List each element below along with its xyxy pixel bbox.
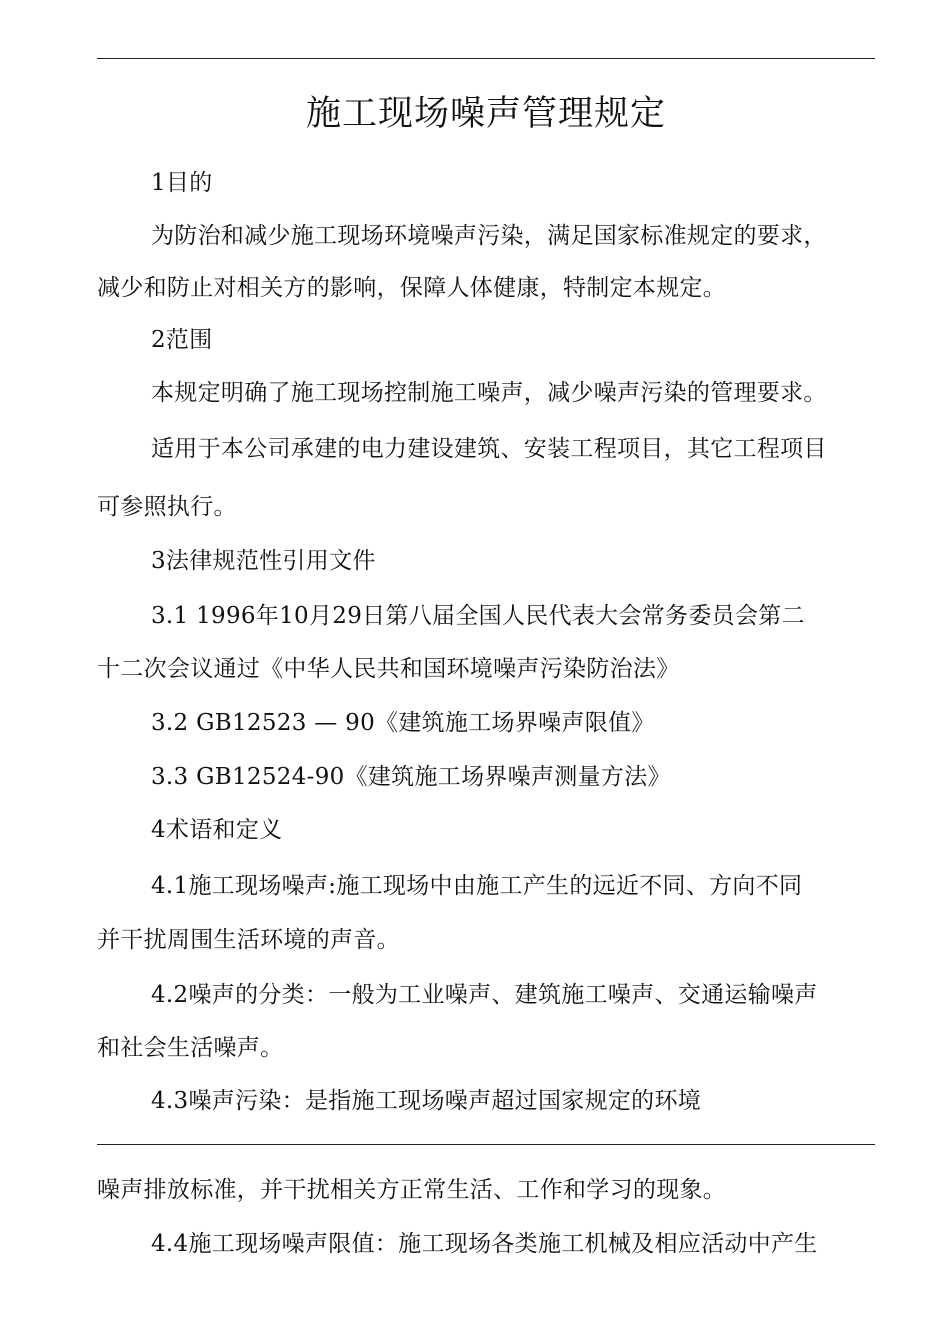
paragraph-line: 4.1施工现场噪声:施工现场中由施工产生的远近不同、方向不同 [151,873,803,899]
paragraph-line: 3.1 1996年10月29日第八届全国人民代表大会常务委员会第二 [151,603,805,629]
paragraph-line: 可参照执行。 [97,494,237,520]
section-heading-purpose: 1目的 [151,170,213,196]
paragraph-line: 为防治和减少施工现场环境噪声污染，满足国家标准规定的要求， [151,223,827,249]
paragraph-line: 4.2噪声的分类：一般为工业噪声、建筑施工噪声、交通运输噪声 [151,982,818,1008]
document-title: 施工现场噪声管理规定 [305,94,666,134]
paragraph-line: 3.2 GB12523 — 90《建筑施工场界噪声限值》 [151,710,655,736]
paragraph-line: 适用于本公司承建的电力建设建筑、安装工程项目，其它工程项目 [151,436,827,462]
paragraph-line: 减少和防止对相关方的影响，保障人体健康，特制定本规定。 [97,275,727,301]
paragraph-line: 3.3 GB12524-90《建筑施工场界噪声测量方法》 [151,764,671,790]
paragraph-line: 4.4施工现场噪声限值：施工现场各类施工机械及相应活动中产生 [151,1231,818,1257]
paragraph-line: 并干扰周围生活环境的声音。 [97,927,400,953]
paragraph-line: 本规定明确了施工现场控制施工噪声，减少噪声污染的管理要求。 [151,380,827,406]
paragraph-line: 4.3噪声污染：是指施工现场噪声超过国家规定的环境 [151,1088,702,1114]
header-rule [97,58,875,59]
section-heading-scope: 2范围 [151,327,213,353]
page-break-rule [97,1144,875,1145]
paragraph-line: 和社会生活噪声。 [97,1035,284,1061]
section-heading-terms: 4术语和定义 [151,817,283,843]
section-heading-references: 3法律规范性引用文件 [151,548,376,574]
paragraph-line: 噪声排放标准，并干扰相关方正常生活、工作和学习的现象。 [97,1177,727,1203]
paragraph-line: 十二次会议通过《中华人民共和国环境噪声污染防治法》 [97,656,680,682]
